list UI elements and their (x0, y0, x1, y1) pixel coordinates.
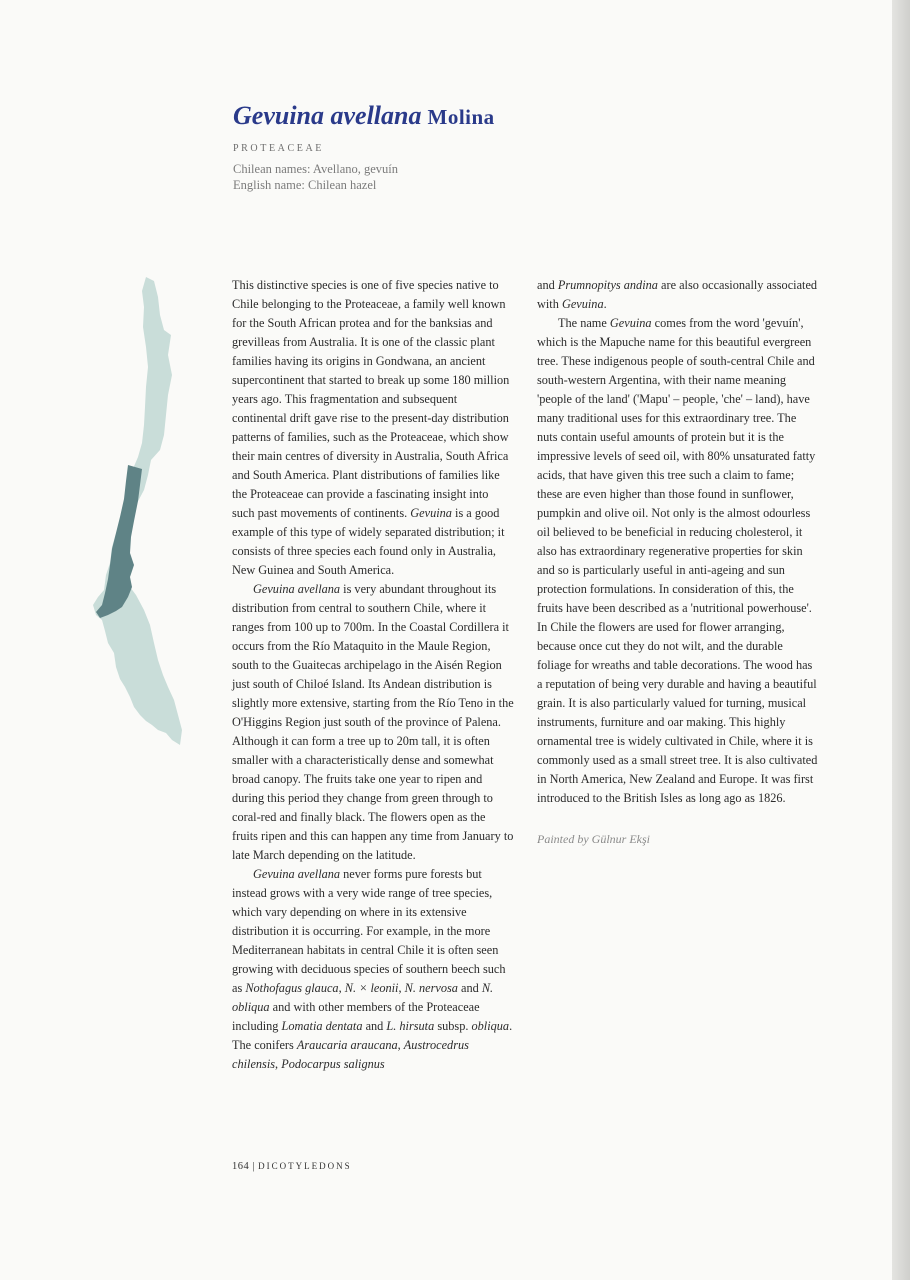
title-block (233, 100, 495, 193)
english-name: English name: Chilean hazel (233, 178, 377, 192)
text-run: , (275, 1057, 282, 1071)
italic-text-run: Lomatia dentata (281, 1019, 363, 1033)
paragraph (537, 314, 819, 808)
text-run: is a good example of this type of widely separated distribution; it consists of three species each found only in Australia, New Guinea and South America. (232, 506, 505, 577)
text-run: , (338, 981, 345, 995)
text-run: and (362, 1019, 387, 1033)
paragraph (232, 276, 514, 580)
page-number: 164 (232, 1161, 250, 1172)
paragraph (537, 276, 819, 314)
species-title (233, 100, 495, 133)
italic-text-run: Araucaria araucana (296, 1038, 398, 1052)
species-author: Molina (427, 105, 495, 129)
italic-text-run: Gevuina (561, 297, 604, 311)
text-run: This distinctive species is one of five species native to Chile belonging to the Proteaceae, a family well known for the South African protea and for the banksias and grevilleas from Australia. It is one of the classic plant families having its origins in Gondwana, an ancient supercontinent that started to break up some 180 million years ago. This fragmentation and subsequent continental drift gave rise to the present-day distribution patterns of families, such as the Proteaceae, which show their main centres of diversity in Australia, South Africa and South America. Plant distributions of families like the Proteaceae can provide a fascinating insight into such past movements of continents. (232, 278, 510, 520)
text-run: The name (558, 316, 610, 330)
italic-text-run: Nothofagus glauca (245, 981, 339, 995)
text-run: . The conifers (232, 1019, 513, 1052)
footer-separator: | (252, 1161, 255, 1172)
text-column-2 (537, 276, 819, 849)
italic-text-run: Gevuina (410, 506, 452, 520)
species-name: Gevuina avellana (233, 101, 422, 130)
chilean-names: Chilean names: Avellano, gevuín (233, 162, 399, 176)
common-names (233, 161, 495, 193)
italic-text-run: Podocarpus salignus (281, 1057, 385, 1071)
italic-text-run: Austrocedrus chilensis (232, 1038, 469, 1071)
text-run: . (603, 297, 607, 311)
text-run: subsp. (434, 1019, 472, 1033)
text-run: never forms pure forests but instead grows with a very wide range of tree species, which vary depending on where in its extensive distribution it is occurring. For example, in the more Mediterranean habitats in central Chile it is often seen growing with deciduous species of southern beech such as (232, 867, 506, 995)
italic-text-run: Prumnopitys andina (557, 278, 658, 292)
text-run: and (457, 981, 482, 995)
text-run: and (537, 278, 558, 292)
italic-text-run: N. × leonii (344, 981, 399, 995)
page-footer (232, 1161, 352, 1172)
text-run: and with other members of the Proteaceae including (232, 1000, 480, 1033)
italic-text-run: N. nervosa (404, 981, 458, 995)
text-run: is very abundant throughout its distribution from central to southern Chile, where it ranges from 100 up to 700m. In the Coastal Cordillera it occurs from the Río Mataquito in the Maule Region, south to the Guaitecas archipelago in the Aisén Region just south of Chiloé Island. Its Andean distribution is slightly more extensive, starting from the Río Teno in the O'Higgins Region just south of the province of Palena. Although it can form a tree up to 20m tall, it is often smaller with a characteristically dense and somewhat broad canopy. The fruits take one year to ripen and during this period they change from green through to coral-red and finally black. The flowers open as the fruits ripen and this can happen any time from January to late March depending on the latitude. (232, 582, 514, 862)
italic-text-run: L. hirsuta (386, 1019, 435, 1033)
text-column-1 (232, 276, 514, 1074)
text-run: , (398, 981, 405, 995)
text-run: comes from the word 'gevuín', which is the Mapuche name for this beautiful evergreen tree. These indigenous people of south-central Chile and south-western Argentina, with their name meaning 'people of the land' ('Mapu' – people, 'che' – land), have many traditional uses for this extraordinary tree. The nuts contain useful amounts of protein but it is the impressive levels of seed oil, with 80% unsaturated fatty acids, that have given this tree such a claim to fame; these are even higher than those found in sunflower, pumpkin and olive oil. Not only is the almost odourless oil believed to be beneficial in reducing cholesterol, it also has extraordinary regenerative properties for skin and so is particularly useful in anti-ageing and sun protection formulations. In consideration of this, the fruits have been described as a 'nutritional powerhouse'. In Chile the flowers are used for flower arranging, because once cut they do not wilt, and the durable foliage for wreaths and table decorations. The wood has a reputation of being very durable and having a beautiful grain. It is also particularly valued for turning, musical instruments, furniture and oar making. This highly ornamental tree is widely cultivated in Chile, where it is commonly used as a small street tree. It is also cultivated in North America, New Zealand and Europe. It was first introduced to the British Isles as long ago as 1826. (537, 316, 818, 805)
page-gutter (892, 0, 910, 1280)
italic-text-run: obliqua (471, 1019, 510, 1033)
paragraph (232, 580, 514, 865)
italic-text-run: Gevuina (609, 316, 652, 330)
chile-distribution-map (88, 275, 183, 760)
text-run: , (397, 1038, 404, 1052)
section-name: DICOTYLEDONS (258, 1161, 352, 1171)
italic-text-run: N. obliqua (232, 981, 494, 1014)
italic-text-run: Gevuina avellana (253, 867, 341, 881)
family-name: PROTEACEAE (233, 143, 324, 154)
illustration-credit: Painted by Gülnur Ekşi (537, 832, 650, 846)
text-run: are also occasionally associated with (537, 278, 818, 311)
italic-text-run: Gevuina avellana (253, 582, 341, 596)
paragraph (232, 865, 514, 1074)
chile-land-shape (93, 277, 182, 745)
